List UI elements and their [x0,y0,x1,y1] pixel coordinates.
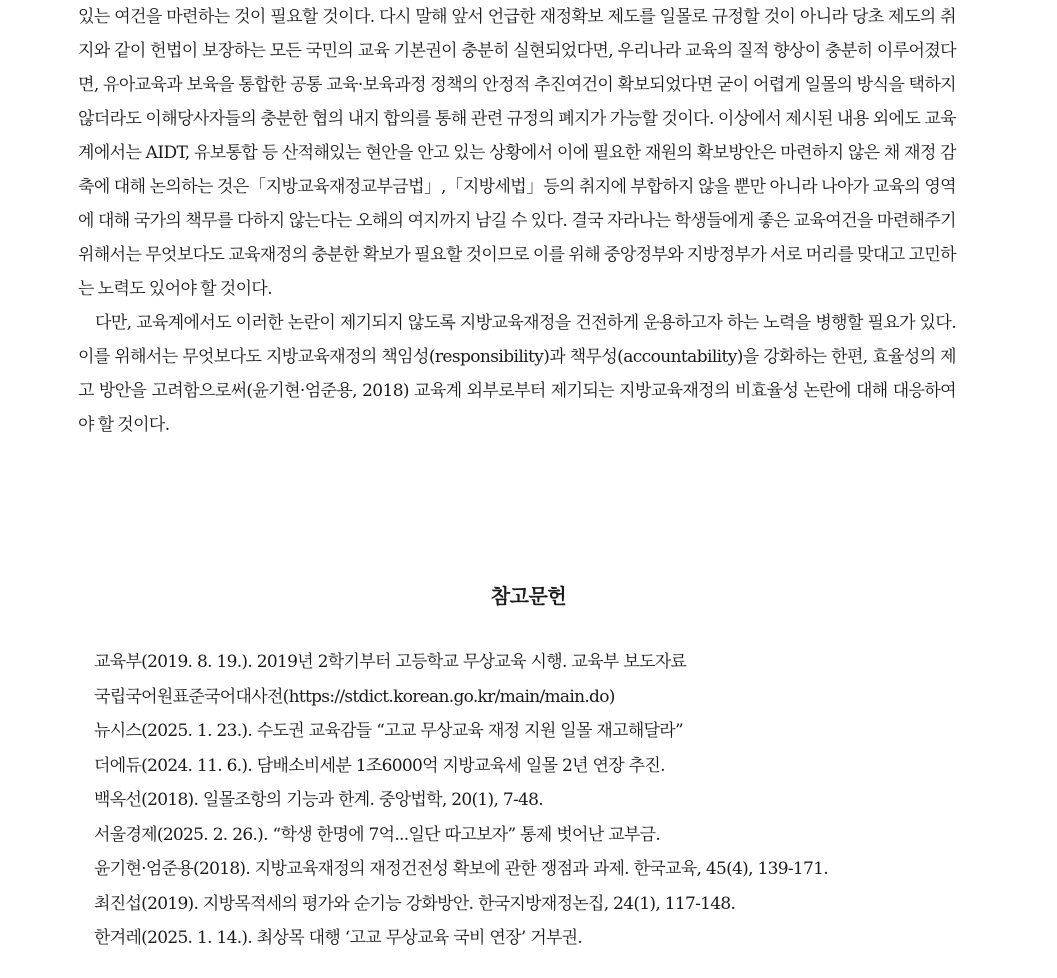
reference-item: 윤기현·엄준용(2018). 지방교육재정의 재정건전성 확보에 관한 쟁점과 과제. 한국교육, 45(4), 139-171. [94,859,828,879]
reference-item: 더에듀(2024. 11. 6.). 담배소비세분 1조6000억 지방교육세 일몰 2년 연장 추진. [94,755,665,776]
reference-item: 교육부(2019. 8. 19.). 2019년 2학기부터 고등학교 무상교육 시행. 교육부 보도자료 [94,652,687,672]
reference-item: 최진섭(2019). 지방목적세의 평가와 순기능 강화방안. 한국지방재정논집, 24(1), 117-148. [94,893,736,914]
references-list [94,645,994,956]
reference-item: 한겨레(2025. 1. 14.). 최상목 대행 ‘고교 무상교육 국비 연장’ 거부권. [94,928,583,948]
references-heading: 참고문헌 [490,584,567,608]
reference-item: 뉴시스(2025. 1. 23.). 수도권 교육감들 “고교 무상교육 재정 지원 일몰 재고해달라” [94,721,684,741]
body-text [78,0,956,442]
reference-item: 백옥선(2018). 일몰조항의 기능과 한계. 중앙법학, 20(1), 7-48. [94,790,543,810]
body-paragraph: 있는 여건을 마련하는 것이 필요할 것이다. 다시 말해 앞서 언급한 재정확보 제도를 일몰로 규정할 것이 아니라 당초 제도의 취지와 같이 헌법이 보장하는 모든 국민의 교육 기본권이 충분히 실현되었다면, 우리나라 교육의 질적 향상이 충분히 이루어졌다면, 유아교육과 보육을 통합한 공통 교육·보육과정 정책의 안정적 추진여건이 확보되었다면 굳이 어렵게 일몰의 방식을 택하지 않더라도 이해당사자들의 충분한 협의 내지 합의를 통해 관련 규정의 폐지가 가능할 것이다. 이상에서 제시된 내용 외에도 교육계에서는 AIDT, 유보통합 등 산적해있는 현안을 안고 있는 상황에서 이에 필요한 재원의 확보방안은 마련하지 않은 채 재정 감축에 대해 논의하는 것은「지방교육재정교부금법」,「지방세법」등의 취지에 부합하지 않을 뿐만 아니라 나아가 교육의 영역에 대해 국가의 책무를 다하지 않는다는 오해의 여지까지 남길 수 있다. 결국 자라나는 학생들에게 좋은 교육여건을 마련해주기 위해서는 무엇보다도 교육재정의 충분한 확보가 필요할 것이므로 이를 위해 중앙정부와 지방정부가 서로 머리를 맞대고 고민하는 노력도 있어야 할 것이다. [78,7,956,299]
reference-item: 국립국어원표준국어대사전(https://stdict.korean.go.kr/main/main.do) [94,686,615,707]
reference-item: 서울경제(2025. 2. 26.). “학생 한명에 7억...일단 따고보자” 통제 벗어난 교부금. [94,824,661,845]
body-paragraph: 다만, 교육계에서도 이러한 논란이 제기되지 않도록 지방교육재정을 건전하게 운용하고자 하는 노력을 병행할 필요가 있다. 이를 위해서는 무엇보다도 지방교육재정의 책임성(responsibility)과 책무성(accountability)을 강화하는 한편, 효율성의 제고 방안을 고려함으로써(윤기현·엄준용, 2018) 교육계 외부로부터 제기되는 지방교육재정의 비효율성 논란에 대해 대응하여야 할 것이다. [78,313,956,435]
